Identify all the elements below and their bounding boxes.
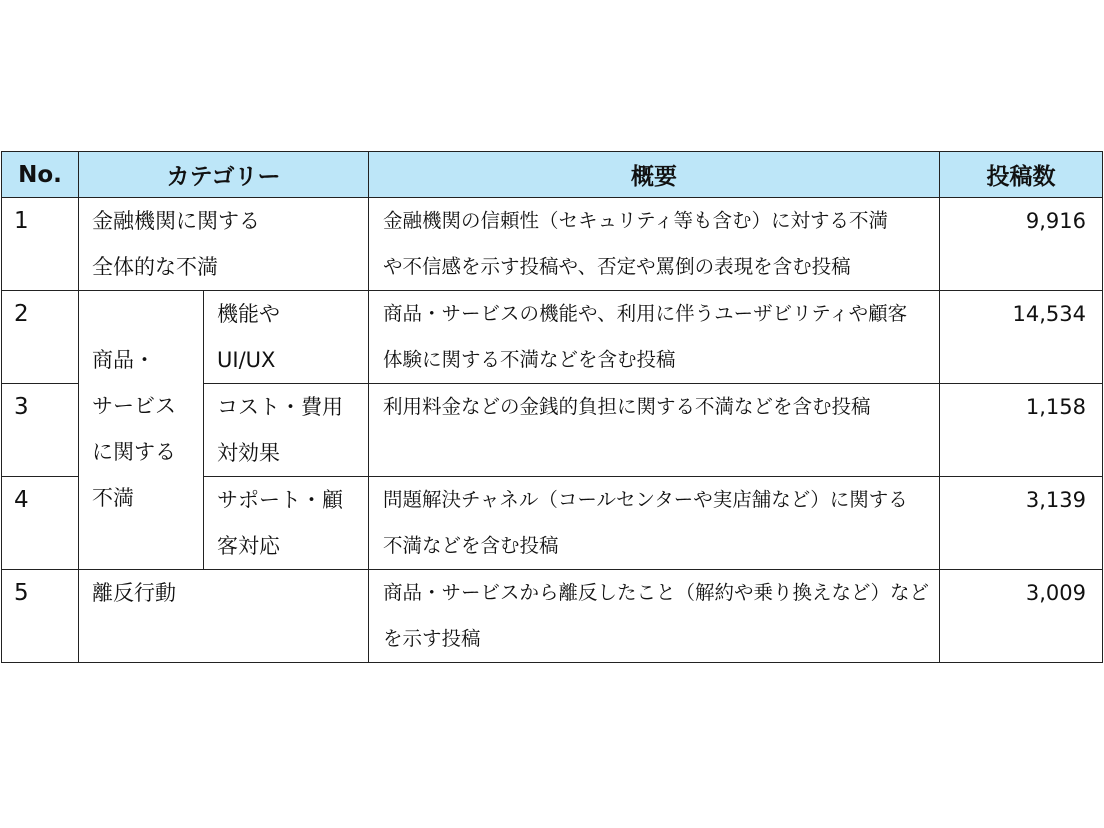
- row-category-cell: [79, 570, 369, 663]
- row-subcategory: コスト・費用 対効果: [217, 395, 343, 465]
- row-no-cell: [2, 570, 79, 663]
- category-table-container: [1, 151, 1103, 663]
- row-summary-cell: [369, 384, 940, 477]
- category-table: [1, 151, 1103, 663]
- row-summary-cell: [369, 570, 940, 663]
- row-count: 14,534: [1012, 302, 1086, 326]
- row-summary: 金融機関の信頼性（セキュリティ等も含む）に対する不満 や不信感を示す投稿や、否定や罵倒の表現を含む投稿: [383, 209, 889, 278]
- row-category: 金融機関に関する 全体的な不満: [92, 209, 260, 279]
- table-row: [2, 291, 1103, 384]
- header-row: [2, 152, 1103, 198]
- row-summary-cell: [369, 198, 940, 291]
- row-summary: 商品・サービスから離反したこと（解約や乗り換えなど）など を示す投稿: [383, 581, 930, 650]
- row-no: 4: [14, 487, 29, 513]
- row-category: 離反行動: [92, 581, 176, 605]
- row-category-cell: [79, 198, 369, 291]
- header-category: カテゴリー: [79, 152, 369, 198]
- row-no: 3: [14, 394, 29, 420]
- row-count-cell: [940, 198, 1103, 291]
- row-subcategory: サポート・顧 客対応: [217, 488, 343, 558]
- row-summary-cell: [369, 291, 940, 384]
- row-no-cell: [2, 198, 79, 291]
- table-row: [2, 570, 1103, 663]
- row-count: 1,158: [1025, 395, 1086, 419]
- row-subcategory-cell: [204, 477, 369, 570]
- row-subcategory-cell: [204, 291, 369, 384]
- row-subcategory: 機能や UI/UX: [217, 302, 280, 372]
- row-no: 5: [14, 580, 29, 606]
- row-count: 3,009: [1025, 581, 1086, 605]
- row-no-cell: [2, 291, 79, 384]
- row-subcategory-cell: [204, 384, 369, 477]
- header-no: No.: [2, 152, 79, 198]
- row-count-cell: [940, 570, 1103, 663]
- row-no: 1: [14, 208, 29, 234]
- header-summary: 概要: [369, 152, 940, 198]
- row-summary: 利用料金などの金銭的負担に関する不満などを含む投稿: [383, 395, 871, 418]
- row-count-cell: [940, 477, 1103, 570]
- row-summary: 問題解決チャネル（コールセンターや実店舗など）に関する 不満などを含む投稿: [383, 488, 908, 557]
- row-count: 3,139: [1025, 488, 1086, 512]
- row-count-cell: [940, 291, 1103, 384]
- row-summary: 商品・サービスの機能や、利用に伴うユーザビリティや顧客 体験に関する不満などを含む投稿: [383, 302, 908, 371]
- row-no-cell: [2, 477, 79, 570]
- table-row: [2, 198, 1103, 291]
- group-category-cell: [79, 291, 204, 570]
- row-count-cell: [940, 384, 1103, 477]
- group-category-label: 商品・ サービス に関する 不満: [92, 348, 176, 510]
- row-no-cell: [2, 384, 79, 477]
- row-no: 2: [14, 301, 29, 327]
- row-count: 9,916: [1025, 209, 1086, 233]
- row-summary-cell: [369, 477, 940, 570]
- header-count: 投稿数: [940, 152, 1103, 198]
